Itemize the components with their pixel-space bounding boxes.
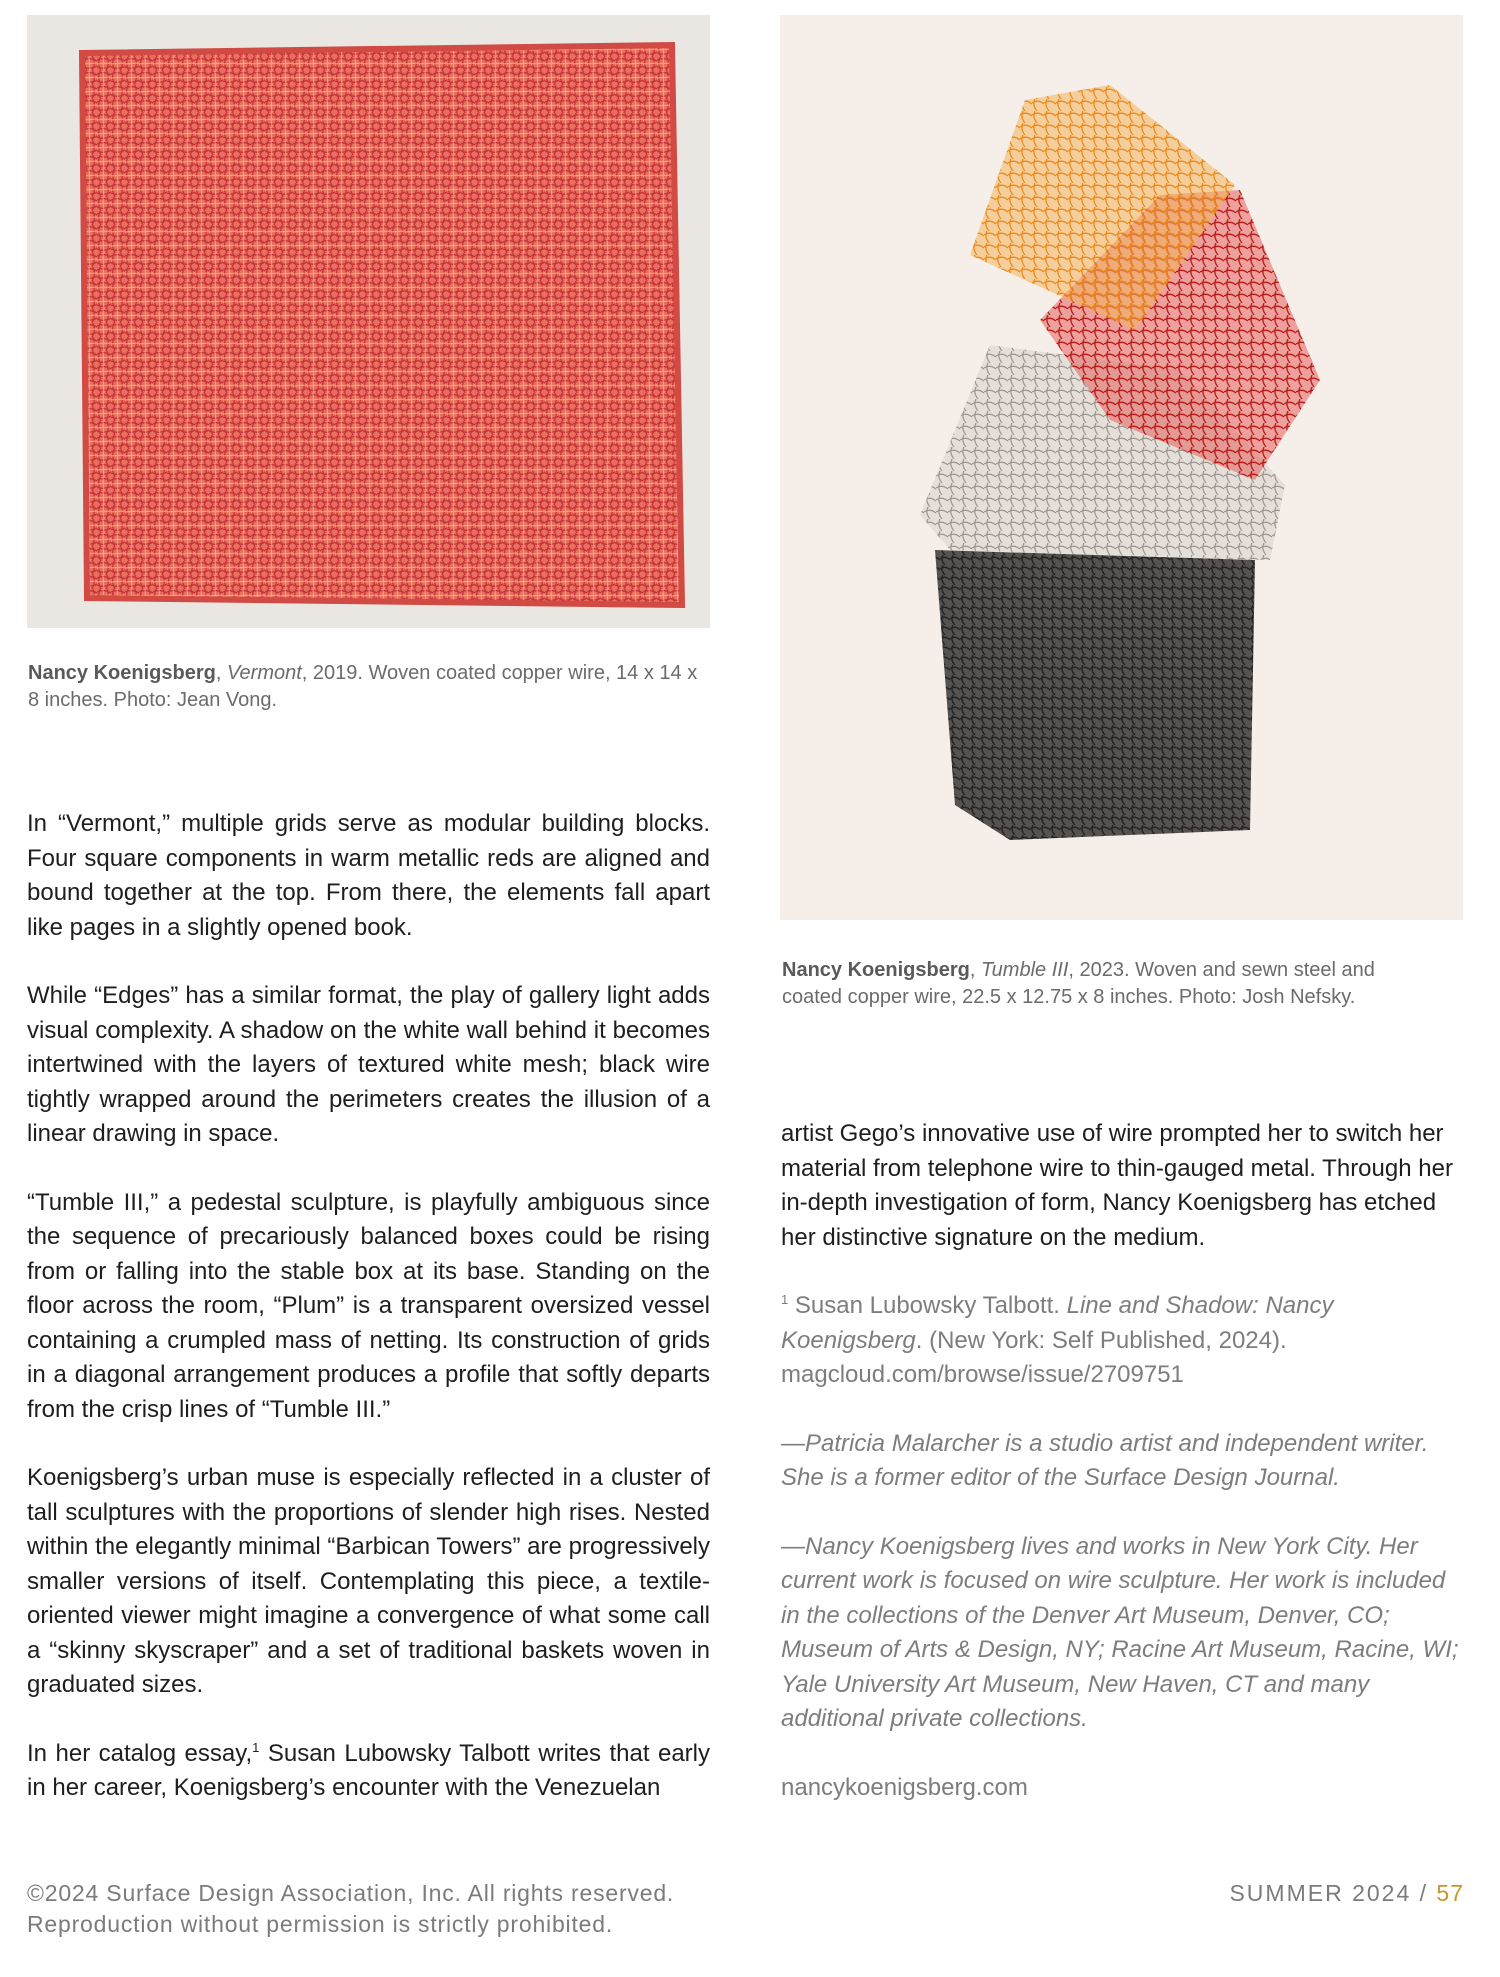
body-paragraph: “Tumble III,” a pedestal sculpture, is playfully ambiguous since the sequence of precariously balanced boxes could be rising from or falling into the stable box at its base. Standing on the floor across the room, “Plum” is a transparent oversized vessel containing a crumpled mass of netting. Its construction of grids in a diagonal arrangement produces a profile that softly departs from the crisp lines of “Tumble III.” — [27, 1188, 710, 1423]
caption-details: , 2023. Woven and sewn steel and coated copper wire, 22.5 x 12.75 x 8 inches. Photo: Josh Nefsky. — [782, 959, 1375, 1008]
caption-sep: , — [969, 959, 981, 981]
footnote-author: Susan Lubowsky Talbott. — [788, 1292, 1067, 1319]
vermont-photo — [27, 15, 710, 628]
body-paragraph: artist Gego’s innovative use of wire prompted her to switch her material from telephone wire to thin-gauged metal. Through her in-depth investigation of form, Nancy Koenigsberg has etched her distinctive signature on the medium. — [781, 1120, 1453, 1251]
body-text: In her catalog essay, — [27, 1739, 253, 1767]
footnote — [781, 1289, 1464, 1393]
footnote-number: 1 — [781, 1292, 789, 1307]
footnote-title: Line and Shadow: Nancy Koenigsberg — [781, 1292, 1334, 1354]
copyright-line: ©2024 Surface Design Association, Inc. All rights reserved. — [27, 1880, 675, 1906]
tumble-photo — [780, 15, 1463, 920]
copyright-notice — [27, 1878, 674, 1940]
bio-text: —Nancy Koenigsberg lives and works in New York City. Her current work is focused on wire sculpture. Her work is included in the collections of the Denver Art Museum, Denver, CO; Museum of Arts & Design, NY; Racine Art Museum, Racine, WI; Yale University Art Museum, New Haven, CT and many additional private collections. — [781, 1532, 1459, 1732]
separator: / — [1419, 1880, 1429, 1906]
issue-info — [1229, 1878, 1464, 1909]
caption-artist: Nancy Koenigsberg — [782, 959, 970, 981]
bio-text: —Patricia Malarcher is a studio artist and independent writer. She is a former editor of the Surface Design Journal. — [781, 1429, 1429, 1491]
left-column — [27, 807, 710, 1840]
author-bio — [781, 1427, 1464, 1496]
body-paragraph — [27, 1737, 710, 1806]
vermont-caption — [28, 660, 710, 714]
body-paragraph: While “Edges” has a similar format, the play of gallery light adds visual complexity. A shadow on the white wall behind it becomes intertwined with the layers of textured white mesh; black wire tightly wrapped around the perimeters creates the illusion of a linear drawing in space. — [27, 982, 710, 1147]
artist-bio — [781, 1530, 1464, 1737]
caption-title: Vermont — [226, 662, 302, 684]
body-paragraph: In “Vermont,” multiple grids serve as modular building blocks. Four square components in warm metallic reds are aligned and bound together at the top. From there, the elements fall apart like pages in a slightly opened book. — [27, 810, 710, 941]
footnote-ref: 1 — [252, 1739, 260, 1755]
issue-label: SUMMER 2024 — [1229, 1880, 1412, 1906]
caption-details: , 2019. Woven coated copper wire, 14 x 14 x 8 inches. Photo: Jean Vong. — [28, 662, 698, 711]
caption-artist: Nancy Koenigsberg — [28, 662, 216, 684]
website-link[interactable]: nancykoenigsberg.com — [781, 1773, 1028, 1801]
caption-sep: , — [215, 662, 227, 684]
footnote-publication: . (New York: Self Published, 2024). magcloud.com/browse/issue/2709751 — [781, 1326, 1287, 1388]
body-text: Susan Lubowsky Talbott writes that early in her career, Koenigsberg’s encounter with the Venezuelan — [27, 1739, 711, 1801]
caption-title: Tumble III — [980, 959, 1069, 981]
right-column — [781, 1117, 1464, 1839]
copyright-line: Reproduction without permission is strictly prohibited. — [27, 1911, 614, 1937]
tumble-caption — [782, 957, 1422, 1011]
body-paragraph: Koenigsberg’s urban muse is especially reflected in a cluster of tall sculptures with the proportions of slender high rises. Nested within the elegantly minimal “Barbican Towers” are progressively smaller versions of itself. Contemplating this piece, a textile-oriented viewer might imagine a convergence of what some call a “skinny skyscraper” and a set of traditional baskets woven in graduated sizes. — [27, 1464, 710, 1698]
page-number: 57 — [1436, 1880, 1464, 1906]
